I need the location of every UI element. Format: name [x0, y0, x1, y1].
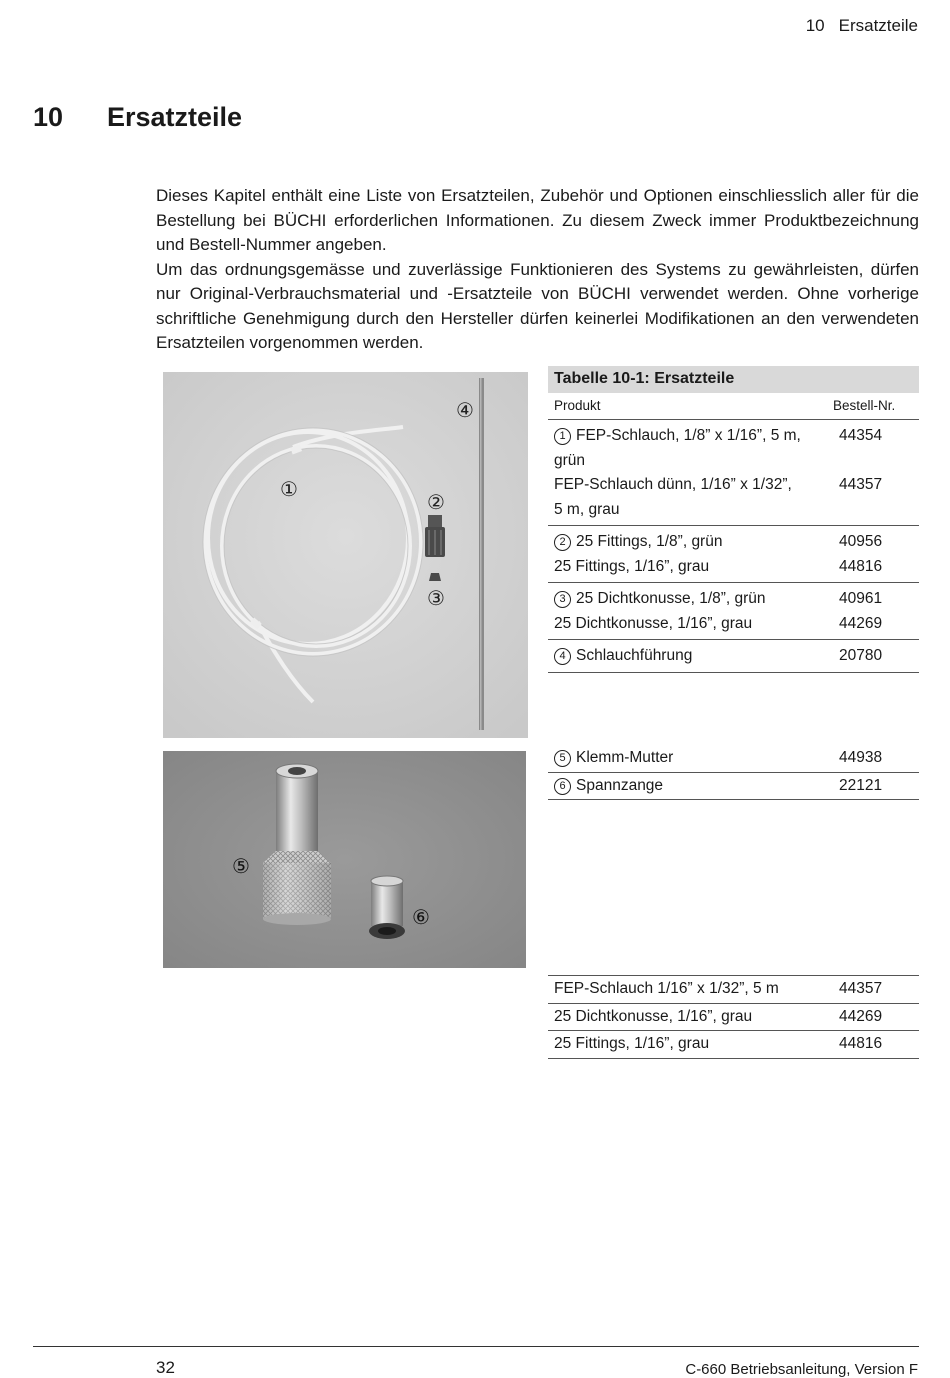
table-row [548, 1031, 919, 1059]
product-name: 25 Fittings, 1/8”, grün [576, 533, 723, 550]
order-number [839, 498, 919, 523]
callout-4: ④ [456, 398, 474, 422]
callout-1: ① [280, 477, 298, 501]
table-row [548, 612, 919, 637]
table-group-6 [548, 773, 919, 801]
order-number: 20780 [839, 647, 883, 664]
table-column-headers [548, 393, 919, 420]
callout-6: ⑥ [412, 905, 430, 929]
table-row [548, 498, 919, 523]
item-number-badge: 1 [554, 428, 571, 445]
callout-2: ② [427, 490, 445, 514]
order-number: 40956 [839, 533, 883, 550]
product-name: FEP-Schlauch 1/16” x 1/32”, 5 m [554, 980, 779, 997]
product-name: FEP-Schlauch, 1/8” x 1/16”, 5 m, grün [554, 427, 801, 469]
footer-divider [33, 1346, 919, 1347]
item-number-badge: 5 [554, 750, 571, 767]
parts-photo-tubing [163, 372, 528, 738]
order-number: 44269 [839, 1007, 883, 1025]
order-number: 44354 [839, 427, 883, 444]
table-group-1 [548, 420, 919, 526]
fitting-top-icon [428, 515, 442, 527]
clamp-parts-table [548, 745, 919, 800]
product-name: 25 Fittings, 1/16”, grau [554, 557, 710, 575]
table-caption: Tabelle 10-1: Ersatzteile [548, 366, 919, 393]
table-row [548, 976, 919, 1004]
product-name: 25 Dichtkonusse, 1/8”, grün [576, 590, 766, 607]
order-number: 44816 [839, 1035, 883, 1052]
chapter-heading-title: Ersatzteile [107, 102, 243, 132]
parts-photo-clamp [163, 751, 526, 968]
product-name: Klemm-Mutter [576, 749, 674, 766]
intro-paragraph-2: Um das ordnungsgemässe und zuverlässige Funktionieren des Systems zu gewährleisten, dürfen nur Original-Verbrauchsmaterial und -Ersatzteile von BÜCHI verwendet werden. Ohne vorherige schriftliche Genehmigung durch den Hersteller dürfen keinerlei Modifikationen an den verwendeten Ersatzteilen vorgenommen werden. [156, 259, 919, 352]
item-number-badge: 2 [554, 534, 571, 551]
table-group-4 [548, 640, 919, 673]
page-number: 32 [156, 1358, 175, 1377]
table-group-5 [548, 745, 919, 773]
product-name: 5 m, grau [554, 500, 620, 518]
table-group-3 [548, 583, 919, 640]
product-name: Spannzange [576, 776, 664, 794]
cone-icon [429, 573, 441, 581]
header-chapter-number: 10 [805, 16, 825, 35]
clamp-illustration [163, 751, 526, 968]
intro-text [156, 184, 919, 356]
order-number: 22121 [839, 776, 883, 794]
table-row [548, 587, 919, 612]
item-number-badge: 6 [554, 778, 571, 795]
table-row [548, 530, 919, 555]
table-row [548, 555, 919, 580]
collet-icon [371, 881, 403, 926]
running-header [806, 16, 918, 36]
table-row [548, 774, 919, 799]
table-row [548, 473, 919, 498]
item-number-badge: 3 [554, 591, 571, 608]
intro-paragraph-1: Dieses Kapitel enthält eine Liste von Ersatzteilen, Zubehör und Optionen einschliesslich aller für die Bestellung bei BÜCHI erforderlichen Informationen. Zu diesem Zweck immer Produktbezeichnung und Bestell-Nummer angeben. [156, 186, 919, 254]
callout-5: ⑤ [232, 854, 250, 878]
header-chapter-title: Ersatzteile [838, 16, 918, 35]
product-name: FEP-Schlauch dünn, 1/16” x 1/32”, [554, 476, 792, 493]
accessory-table [548, 975, 919, 1059]
clamp-nut-shaft-icon [276, 771, 318, 861]
chapter-heading-number: 10 [33, 102, 64, 132]
order-number: 40961 [839, 590, 883, 607]
order-number: 44357 [839, 476, 883, 493]
tubing-illustration [163, 372, 528, 738]
order-number: 44357 [839, 980, 883, 997]
product-name: Schlauchführung [576, 647, 693, 664]
column-header-order-number: Bestell-Nr. [833, 398, 896, 413]
column-header-product: Produkt [554, 398, 601, 413]
table-row [548, 1004, 919, 1032]
product-name: 25 Fittings, 1/16”, grau [554, 1035, 710, 1052]
order-number: 44816 [839, 557, 883, 575]
footer-document-title: C-660 Betriebsanleitung, Version F [685, 1361, 918, 1378]
product-name: 25 Dichtkonusse, 1/16”, grau [554, 1007, 753, 1025]
table-row [548, 424, 919, 473]
order-number: 44938 [839, 749, 883, 766]
table-group-2 [548, 526, 919, 583]
product-name: 25 Dichtkonusse, 1/16”, grau [554, 614, 753, 632]
chapter-heading [33, 102, 242, 133]
spare-parts-table [548, 366, 919, 673]
callout-3: ③ [427, 586, 445, 610]
table-row [548, 746, 919, 771]
table-row [548, 644, 919, 669]
order-number: 44269 [839, 614, 883, 632]
item-number-badge: 4 [554, 648, 571, 665]
